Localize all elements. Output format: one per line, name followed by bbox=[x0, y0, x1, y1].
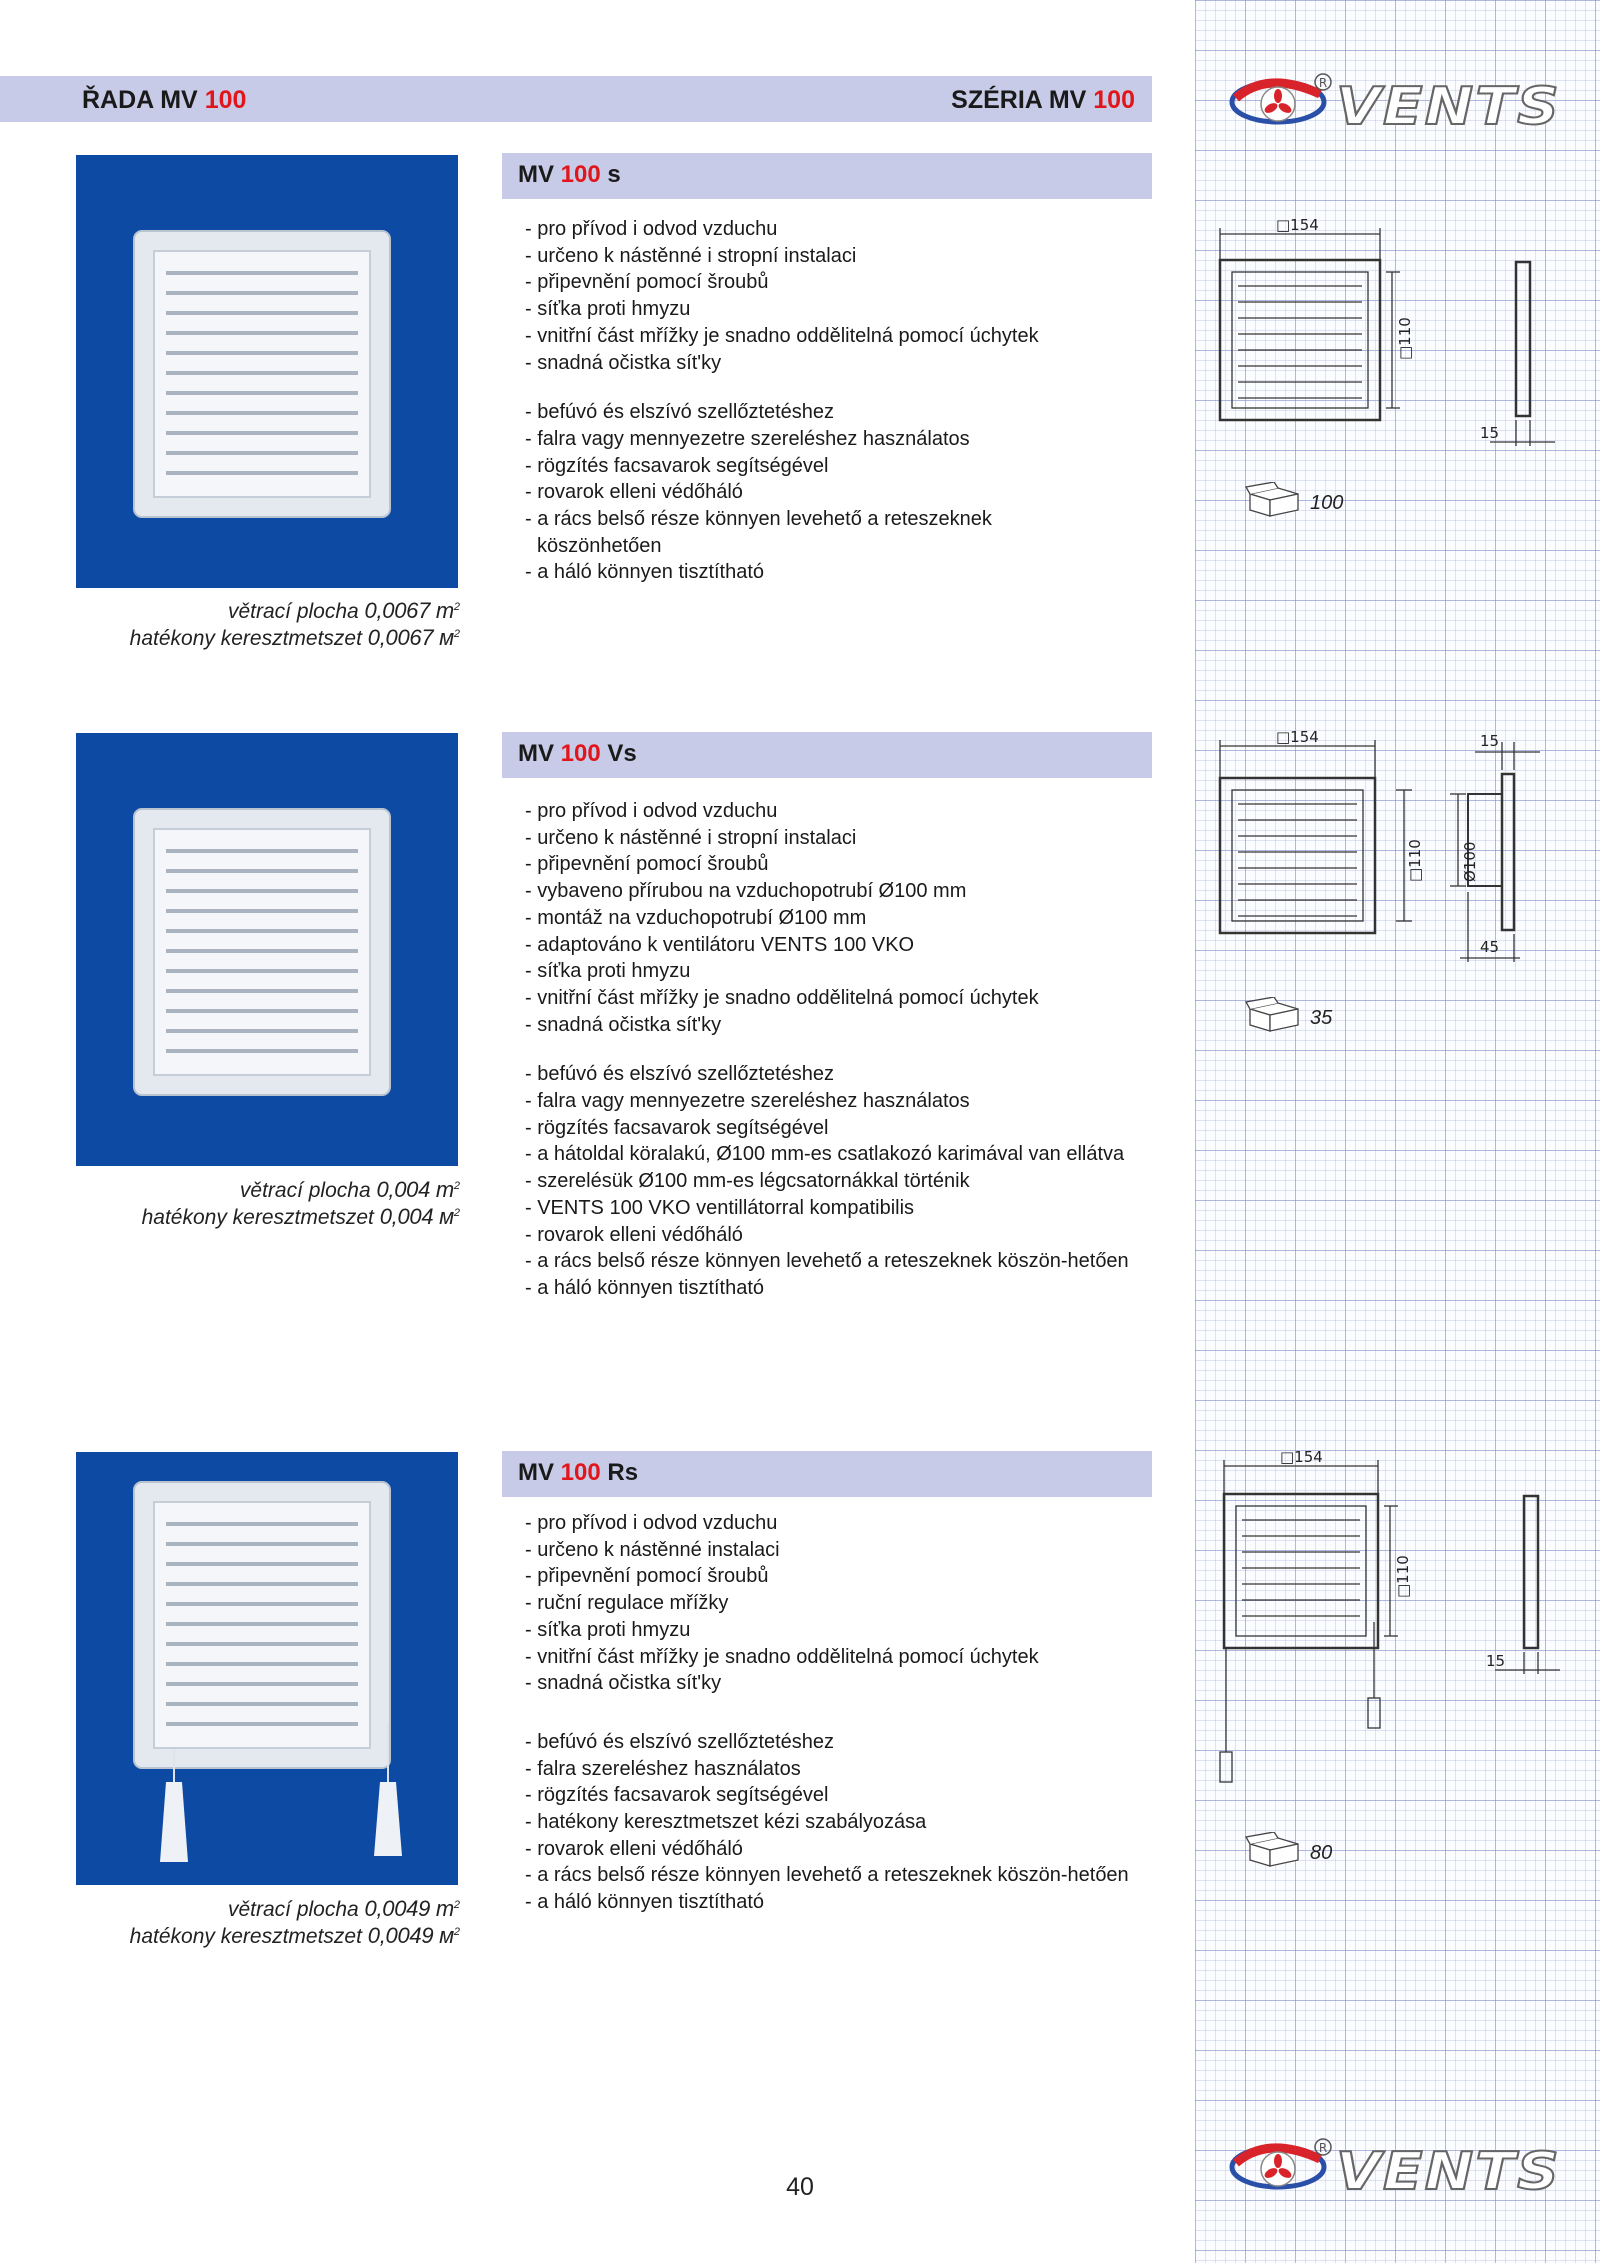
ventilation-area-caption: větrací plocha 0,004 $m^2$ hatékony keresztmetszet 0,004 $м^2$ bbox=[141, 1177, 460, 1229]
product-title: MV 100 s bbox=[518, 161, 621, 188]
ventilation-area-caption: větrací plocha 0,0049 $m^2$ hatékony keresztmetszet 0,0049 $м^2$ bbox=[129, 1896, 460, 1948]
feature-hu: - falra vagy mennyezetre szereléshez használatos bbox=[525, 1090, 970, 1113]
feature-hu: - rovarok elleni védőháló bbox=[525, 481, 743, 504]
ventilation-area-caption: větrací plocha 0,0067 $m^2$ hatékony keresztmetszet 0,0067 $м^2$ bbox=[129, 598, 460, 650]
feature-hu: - a rács belső része könnyen levehető a reteszeknek köszönhetően bbox=[525, 508, 992, 557]
svg-text:□110: □110 bbox=[1406, 839, 1424, 882]
feature-cz: - připevnění pomocí šroubů bbox=[525, 1565, 769, 1588]
product-title: MV 100 Rs bbox=[518, 1459, 639, 1486]
feature-hu: - rögzítés facsavarok segítségével bbox=[525, 1116, 829, 1139]
feature-hu: - szerelésük Ø100 mm-es légcsatornákkal történik bbox=[525, 1170, 970, 1193]
feature-cz: - určeno k nástěnné i stropní instalaci bbox=[525, 826, 857, 849]
svg-text:R: R bbox=[1318, 76, 1328, 90]
feature-hu: - VENTS 100 VKO ventillátorral kompatibilis bbox=[525, 1196, 915, 1219]
feature-hu: - rovarok elleni védőháló bbox=[525, 1223, 743, 1246]
product-photo-mv100s bbox=[76, 155, 458, 588]
feature-cz: - vnitřní část mřížky je snadno oddělitelná pomocí úchytek bbox=[525, 324, 1039, 347]
pack-quantity: 35 bbox=[1310, 1007, 1333, 1029]
svg-text:VENTS: VENTS bbox=[1336, 77, 1561, 132]
feature-hu: - befúvó és elszívó szellőztetéshez bbox=[525, 401, 835, 424]
series-title-cz: ŘADA MV 100 bbox=[82, 86, 247, 114]
feature-cz: - montáž na vzduchopotrubí Ø100 mm bbox=[525, 906, 867, 929]
feature-hu: - falra szereléshez használatos bbox=[525, 1757, 801, 1780]
product-photo-mv100rs bbox=[76, 1452, 458, 1885]
svg-text:□154: □154 bbox=[1276, 728, 1319, 746]
technical-drawing-mv100vs bbox=[1210, 722, 1570, 962]
box-icon bbox=[1244, 482, 1304, 518]
product-title-band bbox=[502, 732, 1152, 778]
feature-cz: - vnitřní část mřížky je snadno oddělitelná pomocí úchytek bbox=[525, 986, 1039, 1009]
feature-cz: - síťka proti hmyzu bbox=[525, 960, 691, 983]
feature-cz: - snadná očistka sít'ky bbox=[525, 1013, 722, 1036]
feature-cz: - připevnění pomocí šroubů bbox=[525, 271, 769, 294]
feature-cz: - síťka proti hmyzu bbox=[525, 1618, 691, 1641]
feature-hu: - a háló könnyen tisztítható bbox=[525, 1891, 765, 1914]
product-title-band bbox=[502, 1451, 1152, 1497]
svg-text:VENTS: VENTS bbox=[1336, 2142, 1561, 2197]
feature-cz: - síťka proti hmyzu bbox=[525, 298, 691, 321]
feature-cz: - pro přívod i odvod vzduchu bbox=[525, 800, 778, 822]
feature-hu: - a háló könnyen tisztítható bbox=[525, 1276, 765, 1299]
svg-text:□110: □110 bbox=[1396, 317, 1414, 360]
svg-text:□154: □154 bbox=[1276, 216, 1319, 234]
series-title-hu: SZÉRIA MV 100 bbox=[951, 86, 1135, 114]
product-photo-mv100vs bbox=[76, 733, 458, 1166]
product-title-band bbox=[502, 153, 1152, 199]
feature-hu: - rögzítés facsavarok segítségével bbox=[525, 454, 829, 477]
box-icon bbox=[1244, 997, 1304, 1033]
feature-hu: - a háló könnyen tisztítható bbox=[525, 561, 765, 584]
feature-cz: - pro přívod i odvod vzduchu bbox=[525, 1512, 778, 1534]
technical-drawing-mv100rs bbox=[1210, 1442, 1570, 1802]
feature-list-mv100rs bbox=[525, 1510, 1145, 1916]
feature-hu: - falra vagy mennyezetre szereléshez használatos bbox=[525, 427, 970, 450]
feature-hu: - a hátoldal köralakú, Ø100 mm-es csatlakozó karimával van ellátva bbox=[525, 1143, 1125, 1166]
feature-cz: - ruční regulace mřížky bbox=[525, 1592, 729, 1615]
svg-text:□110: □110 bbox=[1394, 1555, 1412, 1598]
svg-text:15: 15 bbox=[1486, 1652, 1506, 1670]
feature-hu: - befúvó és elszívó szellőztetéshez bbox=[525, 1063, 835, 1086]
feature-list-mv100s bbox=[525, 216, 1145, 586]
vents-logo bbox=[1228, 68, 1566, 132]
vents-logo-footer bbox=[1228, 2133, 1566, 2197]
feature-hu: - a rács belső része könnyen levehető a reteszeknek köszön-hetően bbox=[525, 1864, 1129, 1887]
feature-hu: - hatékony keresztmetszet kézi szabályozása bbox=[525, 1811, 927, 1834]
svg-text:Ø100: Ø100 bbox=[1461, 841, 1479, 882]
svg-text:□154: □154 bbox=[1280, 1448, 1323, 1466]
feature-hu: - rovarok elleni védőháló bbox=[525, 1837, 743, 1860]
feature-hu: - befúvó és elszívó szellőztetéshez bbox=[525, 1730, 835, 1753]
feature-cz: - snadná očistka sít'ky bbox=[525, 1672, 722, 1695]
svg-text:15: 15 bbox=[1480, 424, 1500, 442]
feature-cz: - adaptováno k ventilátoru VENTS 100 VKO bbox=[525, 933, 915, 956]
svg-text:45: 45 bbox=[1480, 938, 1500, 956]
feature-cz: - určeno k nástěnné i stropní instalaci bbox=[525, 244, 857, 267]
feature-cz: - vybaveno přírubou na vzduchopotrubí Ø100 mm bbox=[525, 880, 967, 903]
pack-quantity: 80 bbox=[1310, 1842, 1333, 1864]
feature-list-mv100vs bbox=[525, 798, 1145, 1302]
feature-cz: - snadná očistka sít'ky bbox=[525, 351, 722, 374]
feature-cz: - připevnění pomocí šroubů bbox=[525, 853, 769, 876]
product-title: MV 100 Vs bbox=[518, 740, 637, 767]
feature-hu: - a rács belső része könnyen levehető a reteszeknek köszön-hetően bbox=[525, 1250, 1129, 1273]
feature-cz: - pro přívod i odvod vzduchu bbox=[525, 218, 778, 240]
box-icon bbox=[1244, 1832, 1304, 1868]
feature-hu: - rögzítés facsavarok segítségével bbox=[525, 1784, 829, 1807]
page-number: 40 bbox=[786, 2173, 814, 2201]
technical-drawing-mv100s bbox=[1210, 210, 1570, 450]
svg-text:15: 15 bbox=[1480, 732, 1500, 750]
pack-quantity: 100 bbox=[1310, 492, 1344, 514]
feature-cz: - určeno k nástěnné instalaci bbox=[525, 1538, 780, 1561]
svg-text:R: R bbox=[1318, 2141, 1328, 2155]
feature-cz: - vnitřní část mřížky je snadno oddělitelná pomocí úchytek bbox=[525, 1645, 1039, 1668]
